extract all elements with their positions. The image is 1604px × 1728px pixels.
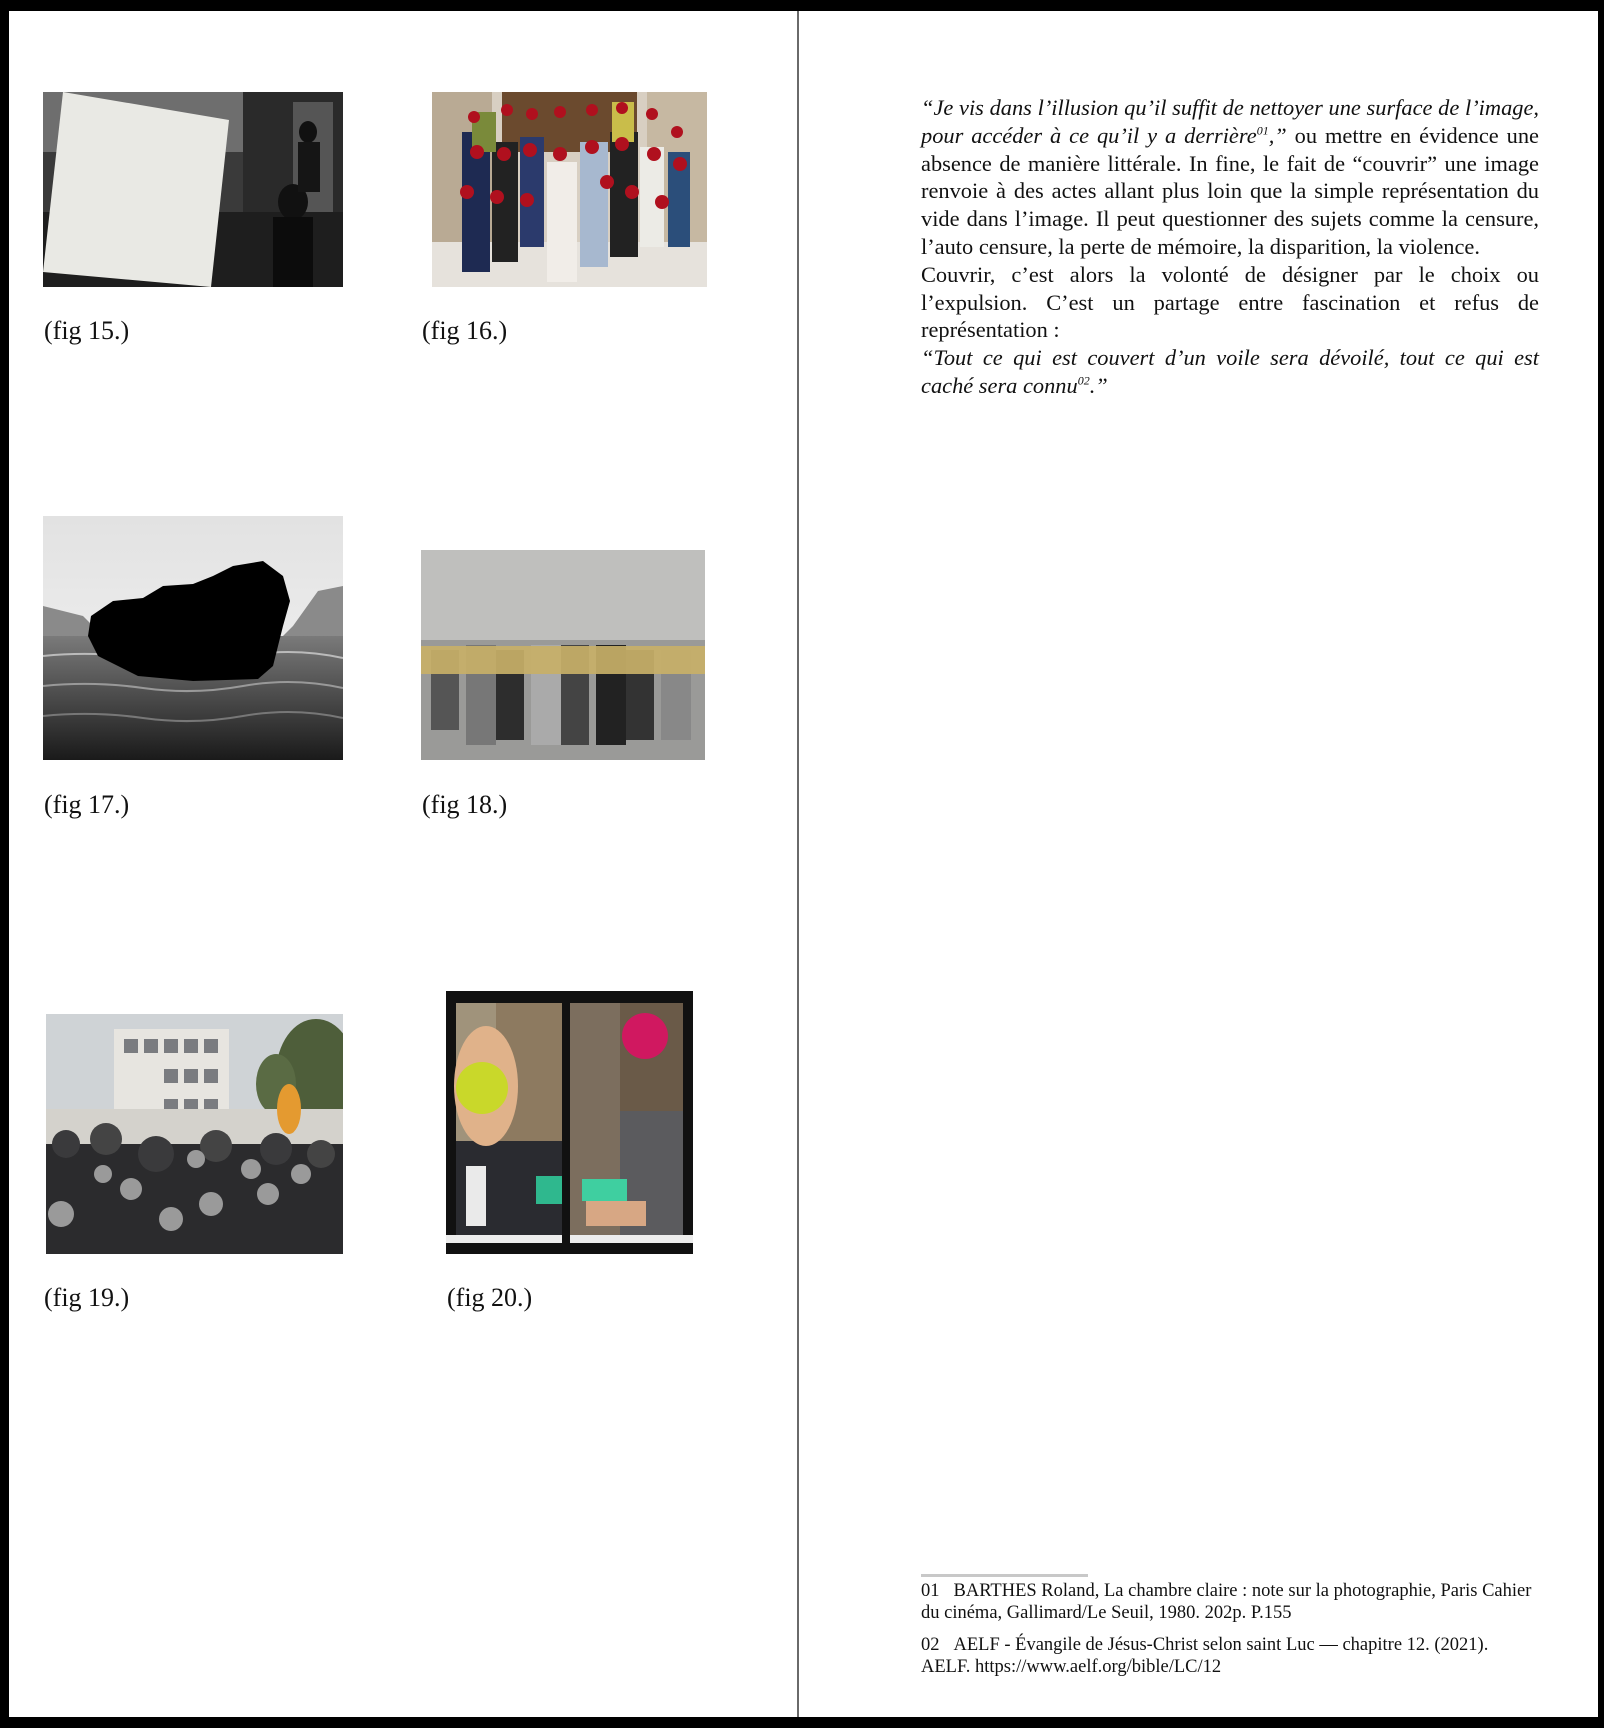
quote-luc: “Tout ce qui est couvert d’un voile sera dévoilé, tout ce qui est caché sera connu$^{02}$.” <box>921 345 1539 398</box>
paragraph-2: Couvrir, c’est alors la volonté de désigner par le choix ou l’expulsion. C’est un partage entre fascination et refus de représentation : <box>921 261 1539 343</box>
footnote-02 <box>921 1634 1541 1678</box>
paragraph-3 <box>921 344 1539 400</box>
footnote-text: AELF - Évangile de Jésus-Christ selon saint Luc — chapitre 12. (2021). AELF. https://www.aelf.org/bible/LC/12 <box>921 1635 1489 1677</box>
footnote-number: 01 <box>921 1581 940 1601</box>
footnote-separator <box>921 1574 1088 1577</box>
paragraph-1-body: ou mettre en évidence une absence de manière littérale. In fine, le fait de “couvrir” une image renvoie à des actes allant plus loin que la simple représentation du vide dans l’image. Il peut questionner des sujets comme la censure, l’auto censure, la perte de mémoire, la disparition, la violence. <box>921 122 1539 259</box>
figure-16-caption: (fig 16.) <box>422 316 508 345</box>
figure-20-image <box>446 991 693 1254</box>
page-frame-left <box>0 0 9 1728</box>
figure-19-image <box>46 1014 343 1254</box>
quote-barthes: “Je vis dans l’illusion qu’il suffit de nettoyer une surface de l’image, pour accéder à ce qu’il y a derrière$^{01}$,” <box>921 95 1539 148</box>
figure-17-image <box>43 516 343 760</box>
page-frame-right <box>1598 0 1604 1728</box>
page-frame-bottom <box>0 1717 1604 1728</box>
figure-19-caption: (fig 19.) <box>44 1283 130 1312</box>
figure-20-caption: (fig 20.) <box>447 1283 533 1312</box>
figure-15-caption: (fig 15.) <box>44 316 130 345</box>
footnote-01 <box>921 1580 1541 1624</box>
figure-15-image <box>43 92 343 287</box>
figure-18-image <box>421 550 705 760</box>
figure-17-caption: (fig 17.) <box>44 790 130 819</box>
main-text-block <box>921 94 1539 400</box>
figure-16-image <box>432 92 707 287</box>
book-spine-divider <box>797 11 799 1717</box>
footnote-number: 02 <box>921 1635 940 1655</box>
figure-18-caption: (fig 18.) <box>422 790 508 819</box>
footnote-ref-02: 02 <box>1077 373 1090 388</box>
paragraph-1 <box>921 94 1539 261</box>
footnote-ref-01: 01 <box>1256 123 1269 138</box>
page-frame-top <box>0 0 1604 11</box>
footnote-text: BARTHES Roland, La chambre claire : note sur la photographie, Paris Cahier du cinéma, Gallimard/Le Seuil, 1980. 202p. P.155 <box>921 1581 1532 1623</box>
